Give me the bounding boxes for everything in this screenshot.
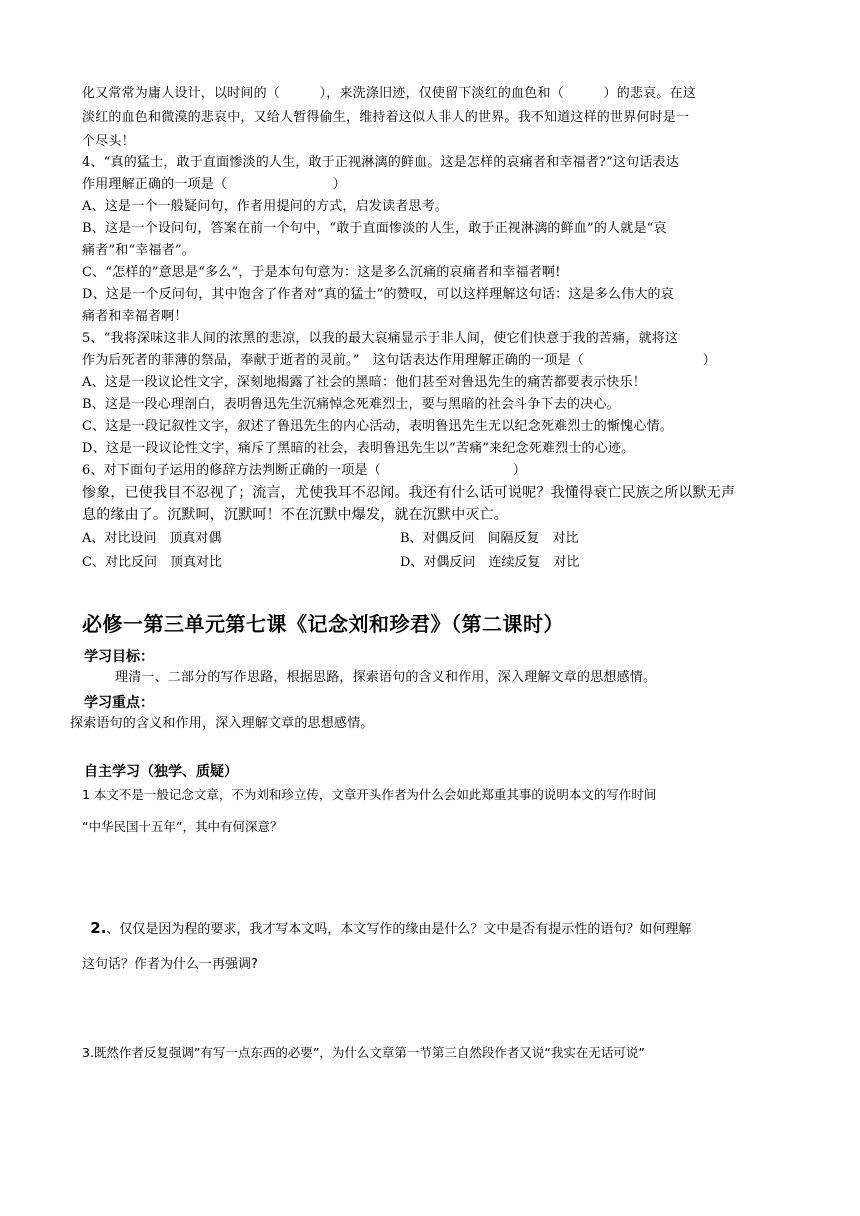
question-5-option-a: A、这是一段议论性文字，深刻地揭露了社会的黑暗：他们甚至对鲁迅先生的痛苦都要表示快乐！ [82, 375, 646, 390]
question-6-stem: 6、对下面句子运用的修辞方法判断正确的一项是（ ） [82, 463, 527, 478]
question-5-option-d: D、这是一段议论性文字，痛斥了黑暗的社会，表明鲁迅先生以“苦痛”来纪念死难烈士的心迹。 [82, 441, 635, 456]
goals-label: 学习目标： [84, 649, 154, 665]
question-4-stem: 作用理解正确的一项是（ ） [82, 177, 347, 192]
question-5-stem: 作为后死者的菲薄的祭品，奉献于逝者的灵前。” 这句话表达作用理解正确的一项是（ ） [82, 353, 716, 368]
text-line: 化又常常为庸人设计，以时间的（ ），来洗涤旧迹，仅使留下淡红的血色和（ ）的悲哀。在这 [82, 86, 696, 101]
question-6-passage: 息的缘由了。沉默呵，沉默呵！不在沉默中爆发，就在沉默中灭亡。 [82, 507, 508, 523]
question-2-text: 、仅仅是因为程的要求，我才写本文吗，本文写作的缘由是什么？文中是否有提示性的语句？如何理解 [106, 922, 692, 937]
self-study-question-1: 1 本文不是一般记念文章，不为刘和珍立传，文章开头作者为什么会如此郑重其事的说明本文的写作时间 [82, 787, 657, 802]
goals-text: 理清一、二部分的写作思路，根据思路，探索语句的含义和作用，深入理解文章的思想感情。 [115, 670, 657, 685]
self-study-question-3: 3.既然作者反复强调”有写一点东西的必要”，为什么文章第一节第三自然段作者又说“我实在无话可说” [82, 1045, 645, 1060]
question-6-option-a: A、对比设问 顶真对偶 [82, 531, 222, 546]
question-4-option-c: C、“怎样的”意思是“多么”，于是本句句意为：这是多么沉痛的哀痛者和幸福者啊! [82, 265, 561, 280]
question-4-option-d: 痛者和幸福者啊！ [82, 309, 188, 324]
text-line: 淡红的血色和微漠的悲哀中，又给人暂得偷生，维持着这似人非人的世界。我不知道这样的世界何时是一 [82, 110, 690, 125]
question-6-option-d: D、对偶反问 连续反复 对比 [400, 555, 580, 570]
question-6-option-b: B、对偶反问 间隔反复 对比 [400, 531, 579, 546]
text-line: 个尽头！ [82, 134, 135, 149]
self-study-question-1: “中华民国十五年”，其中有何深意？ [82, 819, 283, 834]
self-study-question-2: 这句话？作者为什么一再强调? [82, 957, 258, 972]
question-5-option-b: B、这是一段心理剖白，表明鲁迅先生沉痛悼念死难烈士，要与黑暗的社会斗争下去的决心。 [82, 397, 620, 412]
question-4-option-a: A、这是一个一般疑问句，作者用提问的方式，启发读者思考。 [82, 199, 448, 214]
question-6-passage: 惨象，已使我目不忍视了；流言，尤使我耳不忍闻。我还有什么话可说呢？我懂得衰亡民族之所以默无声 [82, 485, 736, 501]
question-6-option-c: C、对比反问 顶真对比 [82, 555, 222, 570]
question-2-number: 2. [90, 919, 107, 937]
lesson-title: 必修一第三单元第七课《记念刘和珍君》（第二课时） [82, 612, 564, 636]
focus-text: 探索语句的含义和作用，深入理解文章的思想感情。 [70, 716, 374, 731]
question-4-option-d: D、这是一个反问句，其中饱含了作者对“真的猛士”的赞叹，可以这样理解这句话：这是多么伟大的哀 [82, 287, 674, 302]
self-study-question-2 [82, 903, 691, 937]
question-4-option-b: B、这是一个设问句，答案在前一个句中，“敢于直面惨淡的人生，敢于正视淋漓的鲜血”的人就是“哀 [82, 221, 667, 236]
question-4-stem: 4、“真的猛士，敢于直面惨淡的人生，敢于正视淋漓的鲜血。这是怎样的哀痛者和幸福者?”这句话表达 [82, 155, 679, 170]
question-5-option-c: C、这是一段记叙性文字，叙述了鲁迅先生的内心活动，表明鲁迅先生无以纪念死难烈士的惭愧心情。 [82, 419, 673, 434]
focus-label: 学习重点： [84, 695, 154, 711]
question-4-option-b: 痛者”和“幸福者”。 [82, 243, 195, 258]
self-study-label: 自主学习（独学、质疑） [84, 764, 238, 780]
question-5-stem: 5、“我将深味这非人间的浓黑的悲凉，以我的最大哀痛显示于非人间，使它们快意于我的苦痛，就将这 [82, 331, 679, 346]
